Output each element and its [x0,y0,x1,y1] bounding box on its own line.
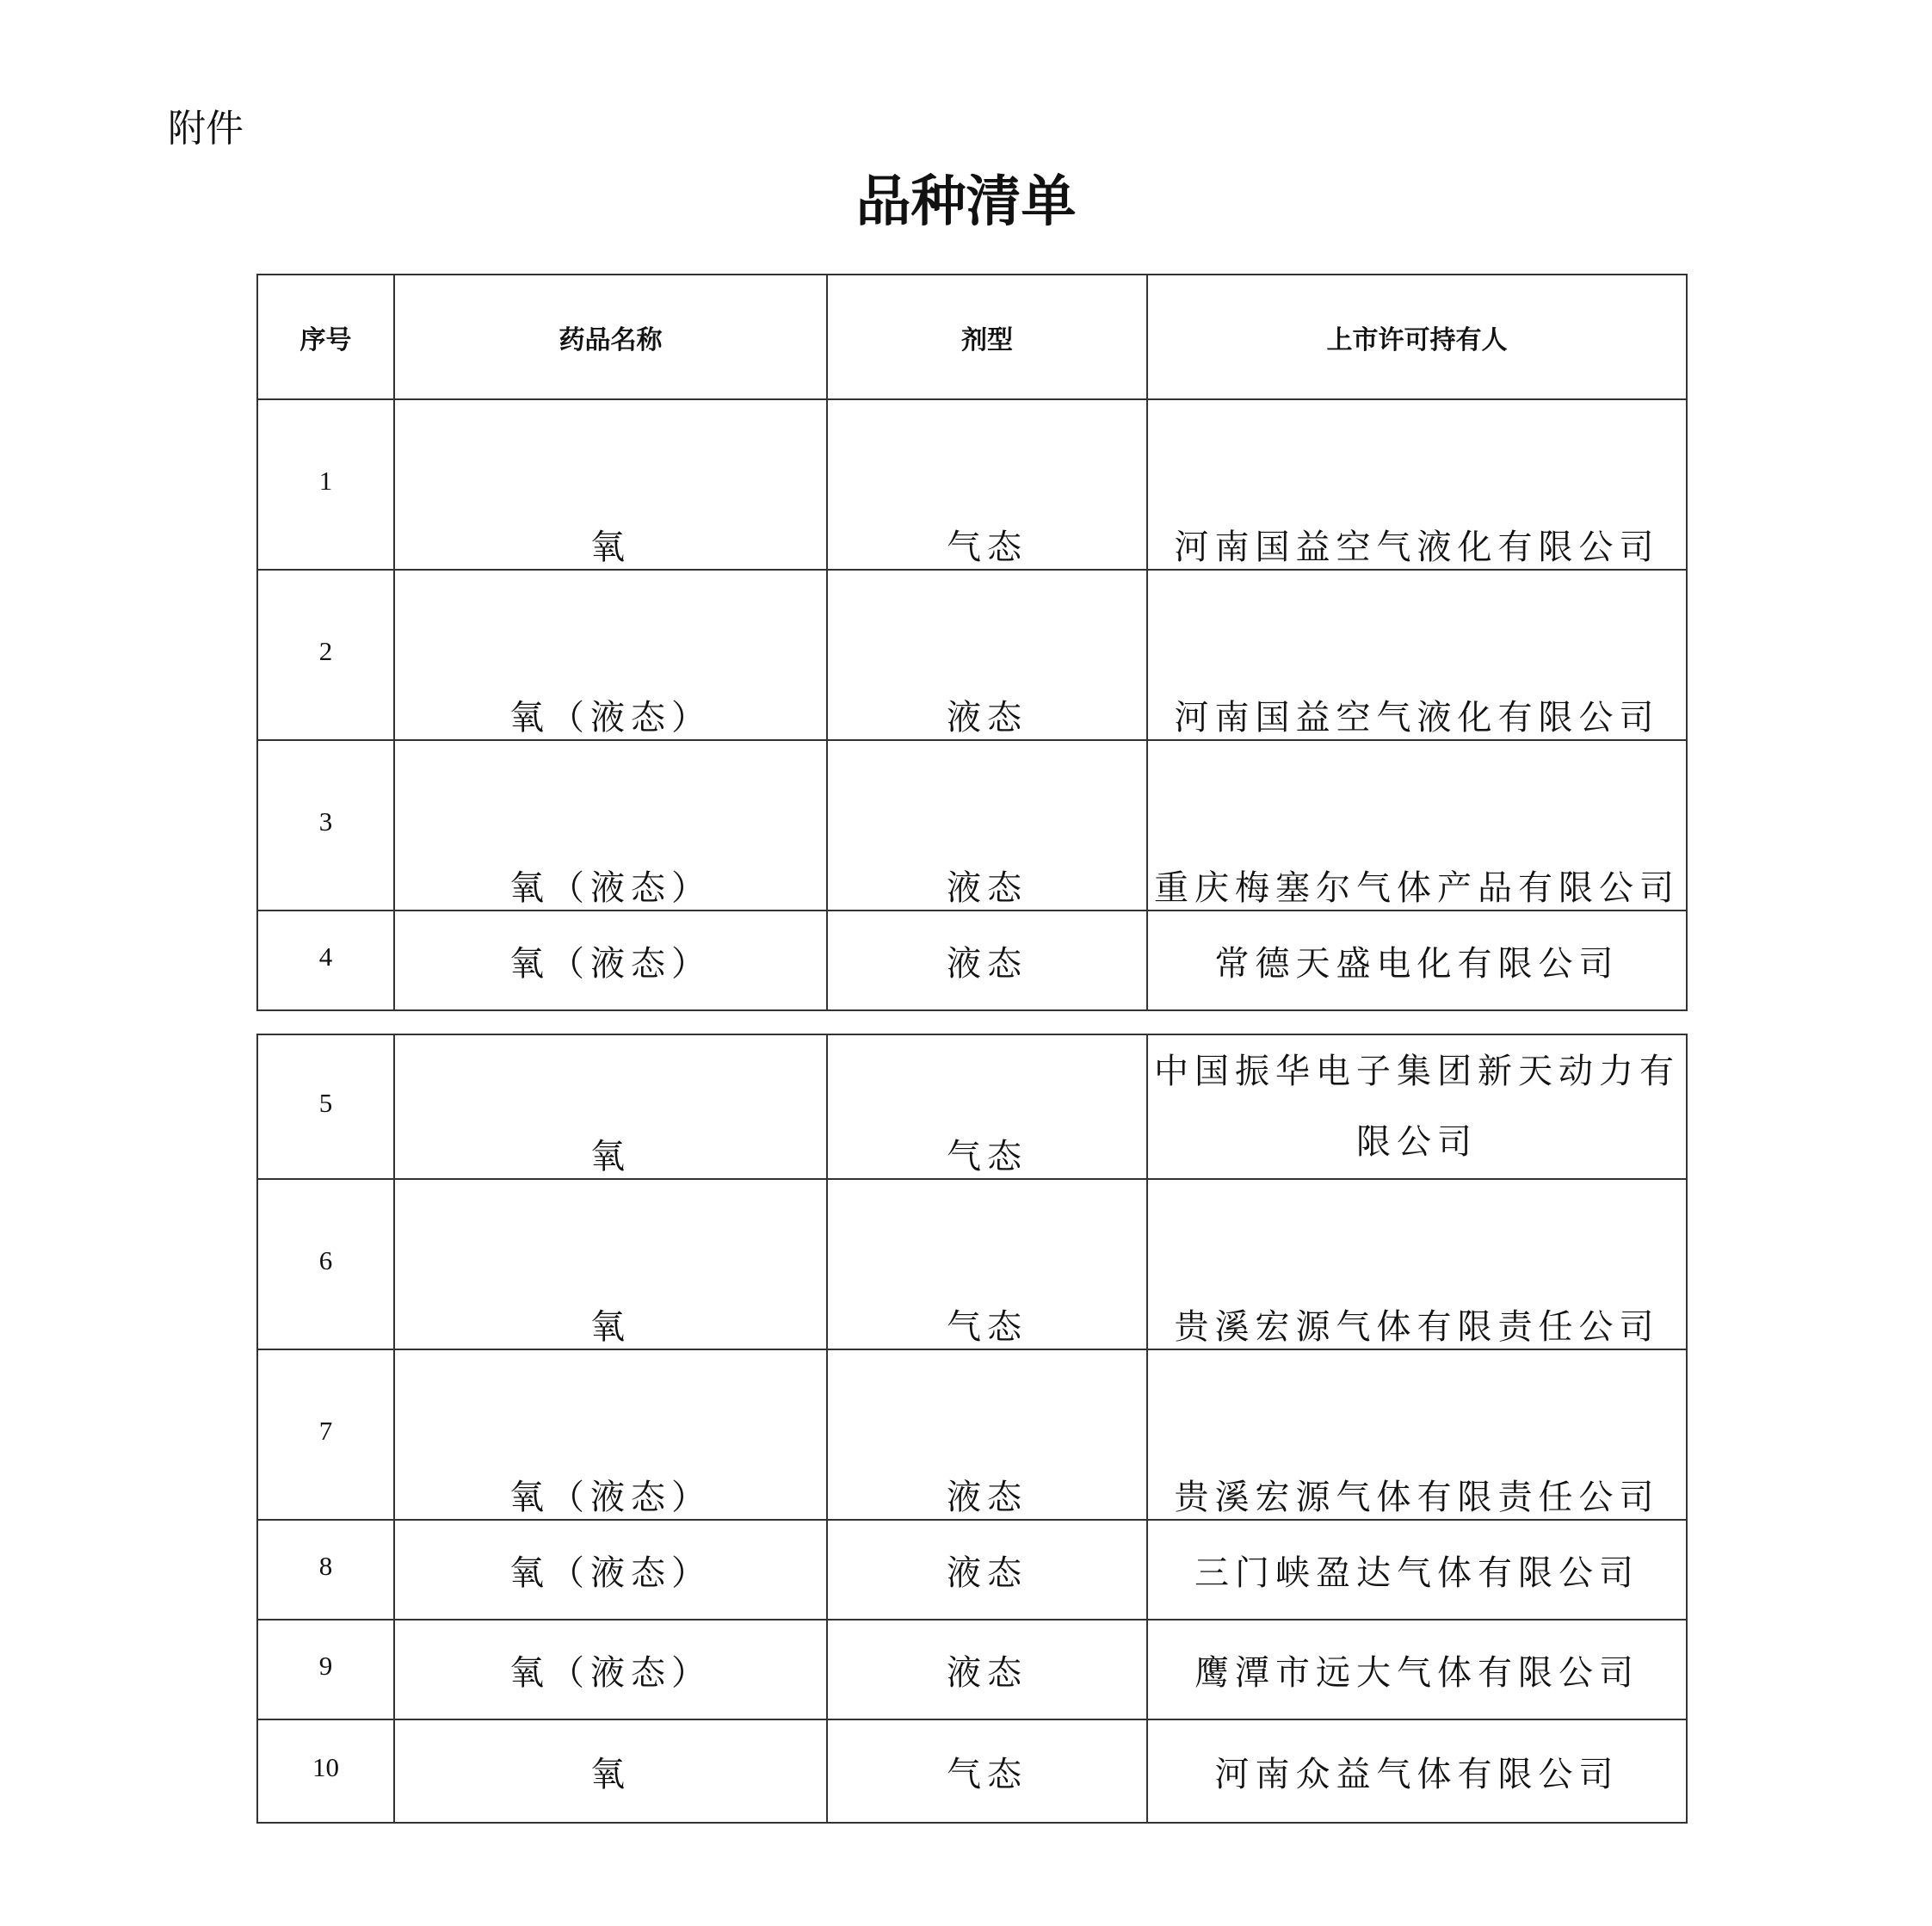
table-row [257,1520,1687,1620]
table-row [257,570,1687,740]
column-header-mah: 上市许可持有人 [1147,275,1687,399]
row-dosage-form: 液态 [827,1620,1147,1719]
table-row [257,399,1687,570]
row-mah: 中国振华电子集团新天动力有限公司 [1147,1034,1687,1179]
row-mah: 河南国益空气液化有限公司 [1147,570,1687,740]
row-serial: 7 [257,1349,394,1520]
row-serial: 8 [257,1520,394,1620]
row-serial: 4 [257,911,394,1010]
row-mah: 贵溪宏源气体有限责任公司 [1147,1349,1687,1520]
table-row [257,1719,1687,1823]
row-drug-name: 氧 [394,1034,827,1179]
row-mah: 鹰潭市远大气体有限公司 [1147,1620,1687,1719]
row-serial: 10 [257,1719,394,1823]
variety-table-part-2 [256,1034,1688,1824]
row-dosage-form: 液态 [827,1520,1147,1620]
row-dosage-form: 气态 [827,1719,1147,1823]
row-dosage-form: 液态 [827,570,1147,740]
row-mah: 三门峡盈达气体有限公司 [1147,1520,1687,1620]
row-mah: 重庆梅塞尔气体产品有限公司 [1147,740,1687,911]
row-mah: 河南众益气体有限公司 [1147,1719,1687,1823]
row-mah: 河南国益空气液化有限公司 [1147,399,1687,570]
row-dosage-form: 液态 [827,1349,1147,1520]
table-row [257,911,1687,1010]
row-mah: 贵溪宏源气体有限责任公司 [1147,1179,1687,1349]
table-row [257,1034,1687,1179]
row-mah: 常德天盛电化有限公司 [1147,911,1687,1010]
table-row [257,1349,1687,1520]
column-header-serial: 序号 [257,275,394,399]
row-dosage-form: 气态 [827,1034,1147,1179]
variety-table-part-1 [256,274,1688,1011]
row-drug-name: 氧 [394,1719,827,1823]
row-drug-name: 氧（液态） [394,1620,827,1719]
row-drug-name: 氧（液态） [394,570,827,740]
row-drug-name: 氧 [394,1179,827,1349]
row-drug-name: 氧（液态） [394,911,827,1010]
row-serial: 1 [257,399,394,570]
row-drug-name: 氧（液态） [394,740,827,911]
row-dosage-form: 气态 [827,399,1147,570]
table-header-row [257,275,1687,399]
page-title: 品种清单 [855,170,1077,234]
row-dosage-form: 气态 [827,1179,1147,1349]
row-serial: 5 [257,1034,394,1179]
row-serial: 6 [257,1179,394,1349]
table-row [257,1620,1687,1719]
row-serial: 2 [257,570,394,740]
row-dosage-form: 液态 [827,740,1147,911]
row-serial: 3 [257,740,394,911]
row-drug-name: 氧（液态） [394,1520,827,1620]
row-drug-name: 氧（液态） [394,1349,827,1520]
row-serial: 9 [257,1620,394,1719]
column-header-dosage-form: 剂型 [827,275,1147,399]
attachment-label: 附件 [168,107,244,151]
row-drug-name: 氧 [394,399,827,570]
row-dosage-form: 液态 [827,911,1147,1010]
table-row [257,740,1687,911]
column-header-drug-name: 药品名称 [394,275,827,399]
table-row [257,1179,1687,1349]
